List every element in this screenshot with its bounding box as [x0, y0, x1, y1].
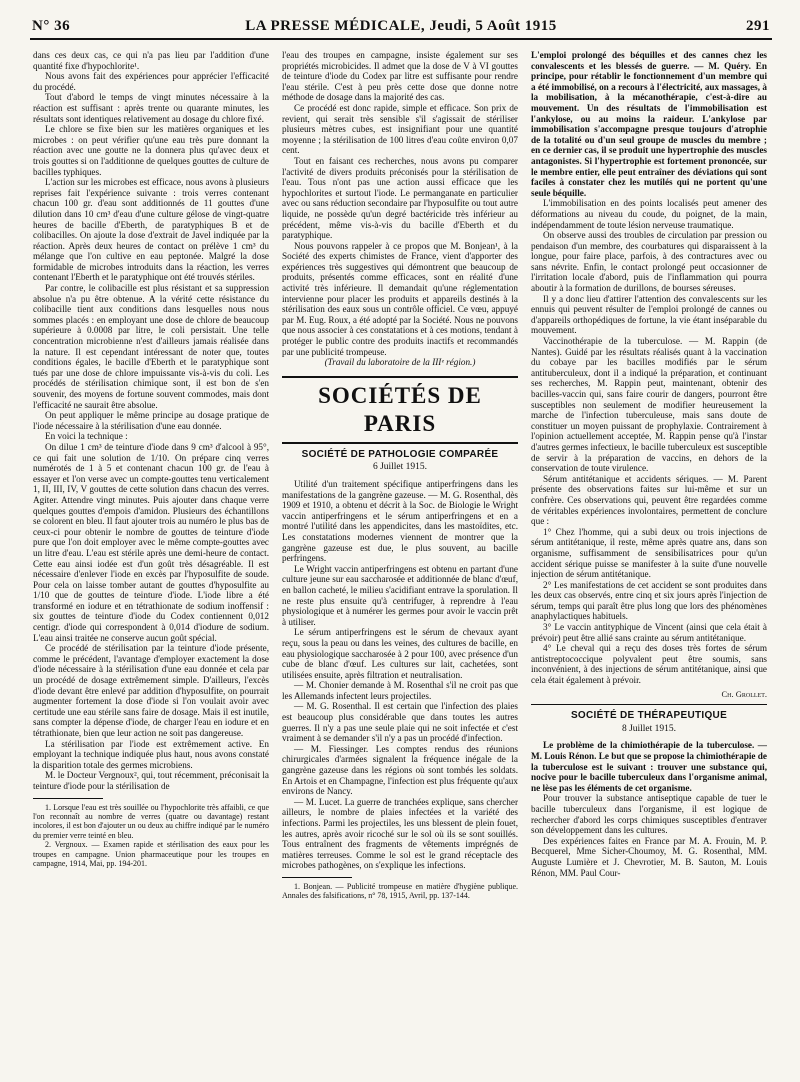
footnote-divider: [282, 877, 352, 878]
footnote: 1. Lorsque l'eau est très souillée ou l'hypochlorite très affaibli, ce que l'on reconnaît au nombre de verres (quatre ou davantage) restant incolores, il est bon d'ajouter un ou deux au chiffre indiqué par le numéro du premier verre teinté en bleu.: [33, 802, 269, 840]
section-banner: SOCIÉTÉS DE PARIS: [282, 376, 518, 444]
lab-credit: (Travail du laboratoire de la IIIᵉ région.): [324, 357, 476, 368]
footnote-divider: [33, 798, 103, 799]
paragraph: — M. Fiessinger. Les comptes rendus des réunions chirurgicales d'armées signalent la fréquence inégale de la gangrène gazeuse dans les régions où sont tombés les soldats. En Artois et en Champagne, l'infection est plus fréquente qu'aux environs de Nancy.: [282, 743, 518, 797]
column-1: [33, 50, 269, 1068]
page-number: 291: [746, 18, 770, 34]
paragraph: — M. G. Rosenthal. Il est certain que l'infection des plaies est beaucoup plus considérable que dans toutes les autres guerres. Il n'y a pas une seule plaie qui ne soit infectée et c'est vraiment à se demander s'il n'y a pas un procédé d'infection.: [282, 701, 518, 744]
paragraph: L'immobilisation en des points localisés peut amener des déformations au niveau du coude, du poignet, de la main, indépendamment de toute lésion nerveuse traumatique.: [531, 198, 767, 230]
newspaper-title: LA PRESSE MÉDICALE, Jeudi, 5 Août 1915: [245, 18, 557, 34]
paragraph: Des expériences faites en France par M. A. Frouin, M. P. Becquerel, Mme Sicher-Choumoy, M. G. Rosenthal, MM. Auguste Lumière et J. Chevrotier, M. B. Sauton, M. Louis Rénon, MM. Paul Cour-: [531, 835, 767, 878]
society-heading: SOCIÉTÉ DE THÉRAPEUTIQUE: [570, 710, 728, 722]
session-date: 8 Juillet 1915.: [621, 723, 677, 734]
paragraph: On peut appliquer le même principe au dosage pratique de l'iode nécessaire à la stérilisation d'une eau donnée.: [33, 410, 269, 431]
section-divider: [531, 704, 767, 705]
author-signature: Ch. Grollet.: [721, 688, 767, 699]
issue-number: N° 36: [32, 18, 71, 34]
paragraph: Utilité d'un traitement spécifique antiperfringens dans les manifestations de la gangrène gazeuse. — M. G. Rosenthal, dès 1909 et 1910, a obtenu et décrit à la Soc. de Biologie le Wright vaccin antiperfringens et le sérum antiperfringens et en a montré l'utilité dans les appendicites, dans les mastoïdites, etc. Les constatations modernes viennent de montrer que la gangrène gazeuse est due, le plus souvent, au bacille perfringens.: [282, 479, 518, 564]
paragraph: Ce procédé de stérilisation par la teinture d'iode présente, comme le précédent, l'avantage d'employer exactement la dose d'iode nécessaire à la stérilisation d'une eau donnée et cela par un procédé de dosage extrêmement simple. D'ailleurs, l'excès d'iode devant être enlevé par addition d'hyposulfite, on pourrait augmenter fortement la dose d'iode si l'on voulait avoir avec certitude une eau stérile sans faire de dosage. Mais il est inutile, sans compter la dépense d'iode, de charger l'eau en iodure et en tétrathionate, bien que leur action ne soit pas dangereuse.: [33, 643, 269, 738]
paragraph: Tout d'abord le temps de vingt minutes nécessaire à la réaction est suffisant : après trente ou quarante minutes, les résultats sont identiques relativement au dosage du chlore fixé.: [33, 92, 269, 124]
paragraph: Il y a donc lieu d'attirer l'attention des convalescents sur les ennuis qui peuvent résulter de l'emploi prolongé de cannes ou d'appareils orthopédiques de fortune, la vie étant inséparable du mouvement.: [531, 293, 767, 336]
paragraph: M. le Docteur Vergnoux², qui, tout récemment, préconisait la teinture d'iode pour la stérilisation de: [33, 770, 269, 791]
paragraph: Vaccinothérapie de la tuberculose. — M. Rappin (de Nantes). Guidé par les résultats réalisés quant à la vaccination du cobaye par les bacilles modifiés par le sérum antituberculeux, dont il a indiqué la préparation, et continuant ses recherches, M. Rappin peut, maintenant, obtenir des bacilles-vaccin qui, sans faire courir de dangers, pourront être susceptibles non seulement de modifier heureusement la marche de l'infection tuberculeuse, mais sans doute de constituer un moyen puissant de prophylaxie. Contrairement à l'opinion actuellement acceptée, M. Rappin pense qu'à l'instar d'autres germes infectieux, le bacille tuberculeux est susceptible de servir à la préparation de vaccins, en dehors de la conservation de toute virulence.: [531, 336, 767, 474]
paragraph: Nous avons fait des expériences pour apprécier l'efficacité du procédé.: [33, 71, 269, 92]
paragraph: En voici la technique :: [45, 431, 128, 442]
paragraph: On dilue 1 cm³ de teinture d'iode dans 9 cm³ d'alcool à 95°, ce qui fait une solution de 1/10. On prépare cinq verres numérotés de 1 à 5 et contenant chacun 100 gr. de l'eau à essayer et l'on verse avec un compte-gouttes tenu verticalement 1, II, III, IV, V gouttes de cette solution dans chacun des verres. Agiter. Attendre vingt minutes. Puis ajouter dans chaque verre quelques gouttes d'empois d'amidon. Plusieurs des échantillons se colorent en bleu. Il faut ajouter trois au numéro le plus bas de ceux-ci pour obtenir le nombre de gouttes de teinture d'iode pure que l'on doit employer avec le même compte-gouttes avec un litre d'eau. L'eau est stérile après une demi-heure de contact. Cette eau ainsi iodée est d'un goût très désagréable. Il est nécessaire d'enlever l'iode en excès par l'hyposulfite de soude. Pour cela on laisse tomber autant de gouttes d'hyposulfite au 1/10 que de gouttes de teinture d'iode. L'iode libre a été transformé en iodure et en tétrathionate de sodium inoffensif : six gouttes de teinture d'iode du Codex contiennent 0,012 centigr. d'iode qui correspondent à 0,014 d'iodure de sodium. L'eau ainsi traitée ne conserve aucun goût spécial.: [33, 441, 269, 643]
paragraph: L'action sur les microbes est efficace, nous avons à plusieurs reprises fait l'expérience suivante : trois verres contenant chacun 100 gr. d'eau sont additionnés de 11 gouttes d'une dilution dans 10 cm³ d'eau d'une culture gélose de vingt-quatre heures de bacille d'Eberth, de paratyphiques B et de colibacilles. On ajoute la dose d'extrait de Javel indiquée par la réaction. Après deux heures de contact on prélève 1 cm³ du mélange que l'on cultive en eau peptonée. Malgré la dose formidable de microbes introduits dans la réaction, les verres contenant l'Eberth et le paratyphique ont été trouvés stériles.: [33, 177, 269, 283]
session-date: 6 Juillet 1915.: [372, 462, 428, 473]
page-header: [30, 18, 772, 40]
paragraph: Le sérum antiperfringens est le sérum de chevaux ayant reçu, sous la peau ou dans les veines, des cultures de bacille, en eau physiologique saccharosée à 2 pour 100, avec présence d'un cube de blanc d'œuf. Les cultures sur lait, cachetées, sont utilisées ensuite, après filtration et neutralisation.: [282, 627, 518, 680]
paragraph: 4° Le cheval qui a reçu des doses très fortes de sérum antistreptococcique polyvalent peut être soumis, sans inconvénient, à des injections de sérum antitétanique, ainsi que cela était également à prévoir.: [531, 643, 767, 686]
paragraph: L'emploi prolongé des béquilles et des cannes chez les convalescents et les blessés de guerre. — M. Quéry. En principe, pour rétablir le fonctionnement d'un membre qui a été immobilisé, on a recours à l'électricité, aux massages, à la mobilisation, à la mécanothérapie, c'est-à-dire au mouvement. Un des résultats de l'immobilisation est l'ankylose, ou au moins la raideur. L'ankylose par immobilisation s'accompagne presque toujours d'atrophie de la totalité ou d'un seul groupe de muscles du membre ; en ce dernier cas, il se produit une hypertrophie des muscles antagonistes. Si l'hypertrophie est fortement prononcée, sur le membre entier, elle peut entraîner des déviations qui sont faciles à constater chez les mutilés qui ne portent qu'une seule béquille.: [531, 50, 767, 198]
paragraph: — M. Lucet. La guerre de tranchées explique, sans chercher ailleurs, le nombre de plaies infectées et la variété des infections. Parmi les projectiles, les uns blessent de plein fouet, les autres, après avoir ricoché sur le sol où ils se sont souillés. Tous entraînent des fragments de vêtements imprégnés de matières terreuses. Comme le sol est le grand réceptacle des microbes pathogènes, on s'explique les infections.: [282, 796, 518, 871]
footnote: 2. Vergnoux. — Examen rapide et stérilisation des eaux pour les troupes en campagne. Union pharmaceutique pour les troupes en campagne, 1914, Mai, pp. 194-201.: [33, 840, 269, 868]
paragraph: 2° Les manifestations de cet accident se sont produites dans les deux cas observés, entre cinq et six jours après l'injection de sérum, temps qui paraît être plus long que lors des phénomènes anaphylactiques habituels.: [531, 579, 767, 622]
paragraph: Sérum antitétanique et accidents sériques. — M. Parent présente des observations faites sur lui-même et sur un confrère. Ces observations qui, peuvent être regardées comme de véritables expériences involontaires, permettent de conclure que :: [531, 473, 767, 527]
column-3: [531, 50, 767, 1068]
paragraph: Pour trouver la substance antiseptique capable de tuer le bacille tuberculeux dans l'organisme, il est logique de rechercher d'abord les corps chimiques susceptibles d'entraver son développement dans les cultures.: [531, 793, 767, 836]
paragraph: l'eau des troupes en campagne, insiste également sur ses propriétés microbicides. Il admet que la dose de V à VI gouttes de teinture d'iode du Codex par litre est suffisante pour rendre l'eau stérile. C'est à peu près cette dose que donne notre méthode de dosage dans la majorité des cas.: [282, 50, 518, 103]
paragraph: On observe aussi des troubles de circulation par pression ou pendaison d'un membre, des courbatures qui disparaissent à la longue, pour faire place, parfois, à des contractures avec ou sans névrite. Enfin, le contact prolongé peut occasionner de l'irritation locale d'abord, puis de l'inflammation qui pourra aboutir à la formation de durillons, de bourses séreuses.: [531, 230, 767, 294]
footnote: 1. Bonjean. — Publicité trompeuse en matière d'hygiène publique. Annales des falsifications, n° 78, 1915, Avril, pp. 137-144.: [282, 881, 518, 901]
column-2: [282, 50, 518, 1068]
paragraph: — M. Chonier demande à M. Rosenthal s'il ne croit pas que les Allemands infectent leurs projectiles.: [282, 680, 518, 701]
paragraph: Par contre, le colibacille est plus résistant et sa suppression absolue n'a pu être obtenue. A la vérité cette résistance du colibacille tient aux conditions dans lesquelles nous nous sommes placés : en employant une dose de chlore de beaucoup supérieure à 0.0008 par litre, le coli persistait. Une telle concentration microbienne n'est d'ailleurs jamais réalisée dans la nature. Il est cependant intéressant de noter que, toutes conditions égales, le bacille d'Eberth et le paratyphique sont tués par une dose de chlore impuissante vis-à-vis du coli. Les procédés de stérilisation chimique sont, il est bon de s'en souvenir, des moyens de fortune souvent commodes, mais dont l'efficacité ne saurait être absolue.: [33, 283, 269, 410]
paragraph: Le problème de la chimiothérapie de la tuberculose. — M. Louis Rénon. Le but que se propose la chimiothérapie de la tuberculose est le suivant : trouver une substance qui, nocive pour le bacille tuberculeux dans l'organisme animal, ne lèse pas les éléments de cet organisme.: [531, 740, 767, 793]
paragraph: Nous pouvons rappeler à ce propos que M. Bonjean¹, à la Société des experts chimistes de France, vient d'apporter des expériences très suggestives qui démontrent que beaucoup de produits, présentés comme efficaces, sont en réalité d'une activité très inférieure. Il demandait qu'une réglementation intervienne pour placer les produits et appareils destinés à la stérilisation des eaux sous un contrôle officiel. Ce vœu, appuyé par M. Eug. Roux, a été adopté par la Société. Nous ne pouvons que nous associer à ces constatations et à ces motions, tendant à protéger le public contre des produits inactifs et recommandés par une publicité trompeuse.: [282, 240, 518, 357]
paragraph: La stérilisation par l'iode est extrêmement active. En employant la technique indiquée plus haut, nous avons constaté la disparition totale des germes microbiens.: [33, 738, 269, 770]
paragraph: 1° Chez l'homme, qui a subi deux ou trois injections de sérum antitétanique, il reste, même après quatre ans, dans son organisme, suffisamment de sensibilisatrices pour qu'un accident sérique puisse se manifester à la suite d'une nouvelle injection de sérum antitétanique.: [531, 526, 767, 580]
paragraph: 3° Le vaccin antityphique de Vincent (ainsi que cela était à prévoir) peut être allié sans crainte au sérum antitétanique.: [531, 622, 767, 643]
paragraph: Le chlore se fixe bien sur les matières organiques et les microbes : on peut vérifier qu'une eau très pure donnant la réaction avec une goutte ne la donnera plus qu'avec deux et trois gouttes si on l'additionne de quelques gouttes de culture de bacilles typhiques.: [33, 124, 269, 177]
paragraph: Ce procédé est donc rapide, simple et efficace. Son prix de revient, qui serait très sensible s'il s'agissait de stériliser plusieurs mètres cubes, est insignifiant pour une quantité moyenne ; la stérilisation de 100 litres d'eau coûte environ 0,07 cent.: [282, 102, 518, 156]
paragraph: Tout en faisant ces recherches, nous avons pu comparer l'activité de divers produits préconisés pour la stérilisation de l'eau. Tous n'ont pas une action aussi efficace que les hypochlorites et surtout l'iode. Le permanganate en particulier avec ou sans réduction secondaire par l'hyposulfite ou tout autre liquide, ne possède qu'un degré bactéricide très inférieur au précédent, même vis-à-vis du bacille d'Eberth et du paratyphique.: [282, 155, 518, 241]
paragraph: Le Wright vaccin antiperfringens est obtenu en partant d'une culture jeune sur eau saccharosée et additionnée de blanc d'œuf, en ballon cacheté, le milieu s'acidifiant entrave la sporulation. Il ne reste plus ensuite qu'à centrifuger, à reprendre à l'eau physiologique et à numérer les germes pour avoir le vaccin prêt à utiliser.: [282, 563, 518, 627]
paragraph: dans ces deux cas, ce qui n'a pas lieu par l'addition d'une quantité fixe d'hypochlorite¹.: [33, 50, 269, 71]
society-heading: SOCIÉTÉ DE PATHOLOGIE COMPARÉE: [301, 448, 499, 460]
